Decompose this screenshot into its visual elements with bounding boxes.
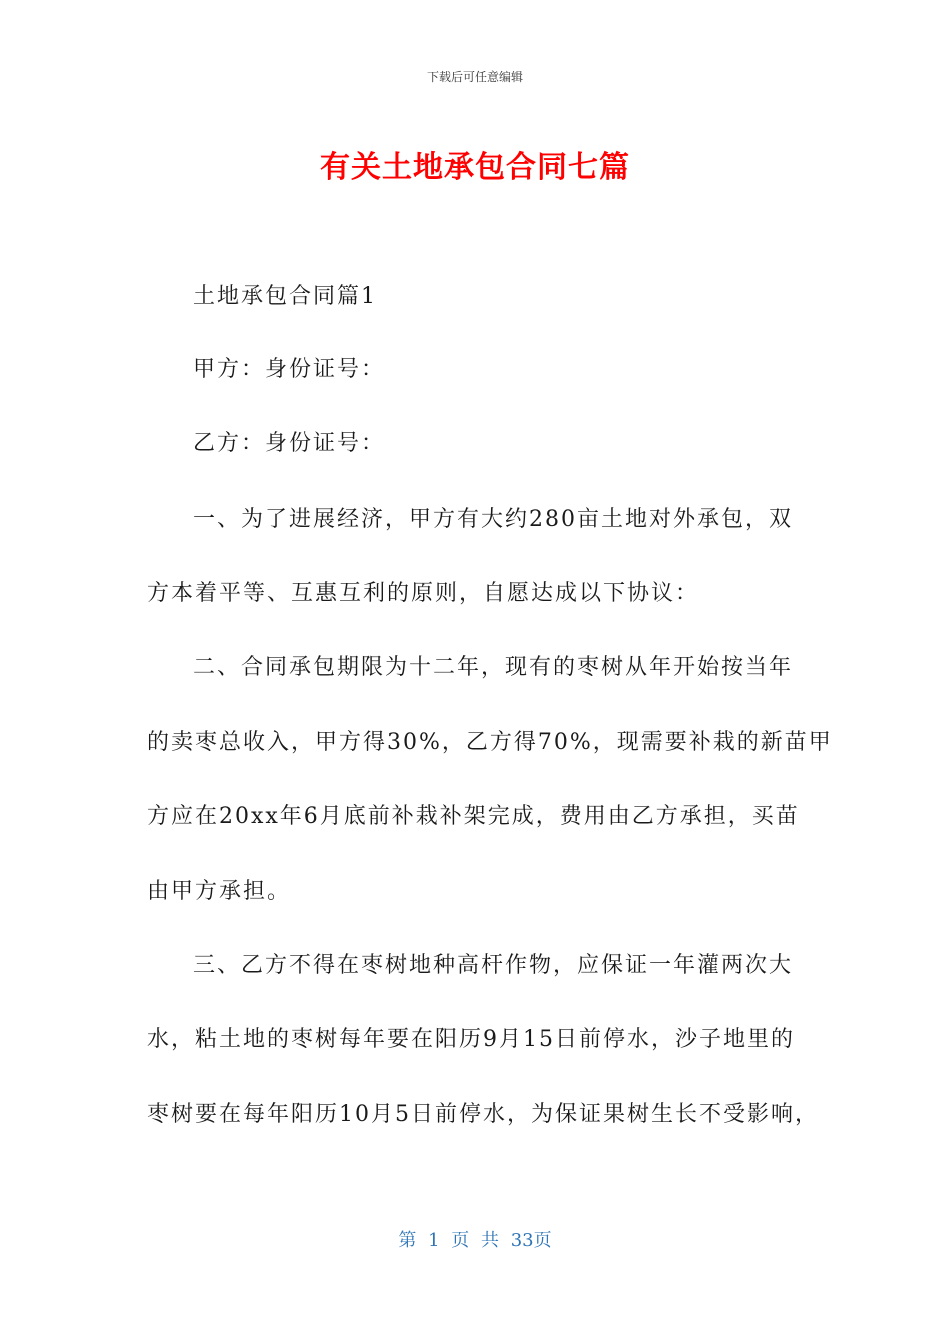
paragraph-line: 由甲方承担。 [147,879,292,904]
paragraph-line: 的卖枣总收入，甲方得30%，乙方得70%，现需要补栽的新苗甲 [147,730,833,755]
party-a-line: 甲方：身份证号： [193,357,386,382]
header-note: 下载后可任意编辑 [426,70,523,84]
page-number: 第 1 页 共 33页 [398,1230,552,1251]
paragraph-line: 三、乙方不得在枣树地种高杆作物，应保证一年灌两次大 [193,953,794,978]
paragraph-line: 方本着平等、互惠互利的原则，自愿达成以下协议： [147,581,700,606]
paragraph-line: 水，粘土地的枣树每年要在阳历9月15日前停水，沙子地里的 [147,1027,795,1052]
paragraph-line: 枣树要在每年阳历10月5日前停水，为保证果树生长不受影响， [147,1102,819,1127]
section-heading: 土地承包合同篇1 [193,284,377,309]
paragraph-line: 二、合同承包期限为十二年，现有的枣树从年开始按当年 [193,655,794,680]
paragraph-line: 方应在20xx年6月底前补栽补架完成，费用由乙方承担，买苗 [147,804,800,829]
paragraph-line: 一、为了进展经济，甲方有大约280亩土地对外承包，双 [193,507,793,532]
party-b-line: 乙方：身份证号： [193,431,386,456]
document-title: 有关土地承包合同七篇 [320,150,630,185]
